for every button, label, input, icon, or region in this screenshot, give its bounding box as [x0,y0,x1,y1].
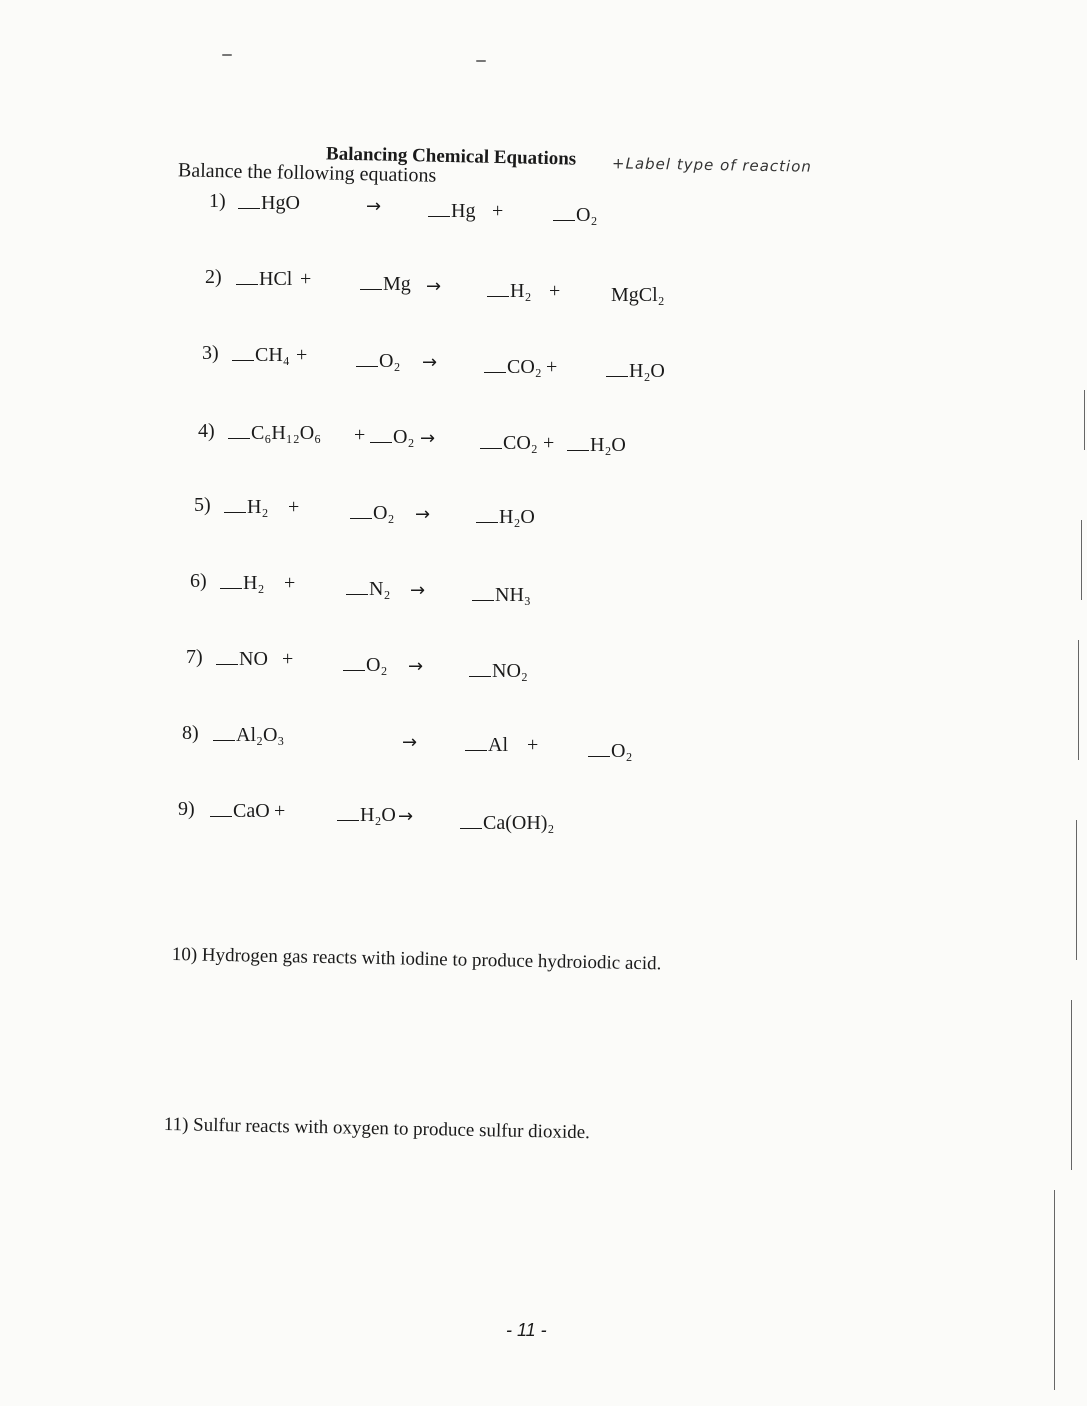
equation-8-product-1: Al [465,734,508,757]
equation-1-plus: + [492,200,504,222]
equation-1-product-1: Hg [428,200,475,223]
worksheet-title: Balancing Chemical Equations [325,143,577,170]
word-problem-10-number: 10) [171,944,198,966]
equation-2-plus: + [300,268,312,290]
equation-3-number: 3) [202,342,219,364]
equation-3-reactant-1: CH₄ [232,344,290,367]
equation-3-reactant-2: O₂ [356,350,400,373]
equation-7-plus: + [282,648,294,670]
equation-5-plus: + [288,496,300,518]
equation-6-reactant-2: N₂ [346,578,390,601]
equation-2-reactant-1: HCl [236,268,292,291]
scan-speck [222,54,232,56]
equation-6-plus: + [284,572,296,594]
equation-7-arrow: → [408,656,424,677]
equation-4-arrow: → [420,428,436,449]
equation-1-reactant-1: HgO [238,192,300,215]
equation-6-product-1: NH₃ [472,584,531,607]
equation-2-plus-2: + [549,280,561,302]
equation-5-product-1: H₂O [476,506,535,529]
scan-edge-line [1081,520,1082,600]
equation-3-product-1: CO₂ [484,356,542,379]
equation-5-arrow: → [415,504,431,525]
equation-8-arrow: → [402,732,418,753]
equation-2-number: 2) [205,266,222,288]
word-problem-11-number: 11) [163,1114,189,1136]
scan-edge-line [1076,820,1077,960]
equation-4-plus: + [354,424,366,446]
equation-1-arrow: → [366,196,382,217]
word-problem-10 [172,944,662,975]
equation-9-product-1: Ca(OH)₂ [460,812,554,835]
equation-7-number: 7) [186,646,203,668]
equation-4-product-1: CO₂ [480,432,538,455]
scan-edge-line [1078,640,1079,760]
scan-edge-line [1071,1000,1072,1170]
equation-3-plus: + [296,344,308,366]
equation-4-product-2: H₂O [567,434,626,457]
equation-4-plus-2: + [543,432,555,454]
equation-8-product-2: O₂ [588,740,632,763]
equation-2-arrow: → [426,276,442,297]
scan-speck [476,60,486,62]
equation-2-product-2: MgCl₂ [611,284,665,306]
equation-4-reactant-2: O₂ [370,426,414,449]
instructions: Balance the following equations [177,159,437,187]
scan-edge-line [1054,1190,1055,1390]
equation-1-product-2: O₂ [553,204,597,227]
equation-7-product-1: NO₂ [469,660,528,683]
equation-9-arrow: → [398,806,414,827]
equation-5-reactant-1: H₂ [224,496,268,519]
equation-9-reactant-2: H₂O [337,804,396,827]
equation-4-number: 4) [198,420,215,442]
equation-3-arrow: → [422,352,438,373]
page-number: - 11 - [506,1320,547,1340]
equation-8-plus: + [527,734,539,756]
equation-8-number: 8) [182,722,199,744]
equation-3-plus-2: + [546,356,558,378]
equation-6-arrow: → [410,580,426,601]
equation-2-product-1: H₂ [487,280,531,303]
equation-9-reactant-1: CaO [210,800,270,823]
equation-5-reactant-2: O₂ [350,502,394,525]
equation-9-plus: + [274,800,286,822]
word-problem-10-text: Hydrogen gas reacts with iodine to produce hydroiodic acid. [201,944,662,975]
word-problem-11 [164,1114,591,1144]
equation-4-reactant-1: C₆H₁₂O₆ [228,422,321,445]
scan-edge-line [1084,390,1085,450]
equation-2-reactant-2: Mg [360,273,411,296]
equation-7-reactant-2: O₂ [343,654,387,677]
equation-8-reactant-1: Al₂O₃ [213,724,284,747]
equation-1-number: 1) [209,190,226,212]
equation-3-product-2: H₂O [606,360,665,383]
equation-5-number: 5) [194,494,211,516]
word-problem-11-text: Sulfur reacts with oxygen to produce sulfur dioxide. [192,1114,591,1144]
equation-7-reactant-1: NO [216,648,268,671]
equation-6-reactant-1: H₂ [220,572,264,595]
equation-6-number: 6) [190,570,207,592]
handwritten-note: +Label type of reaction [611,154,813,176]
equation-9-number: 9) [178,798,195,820]
